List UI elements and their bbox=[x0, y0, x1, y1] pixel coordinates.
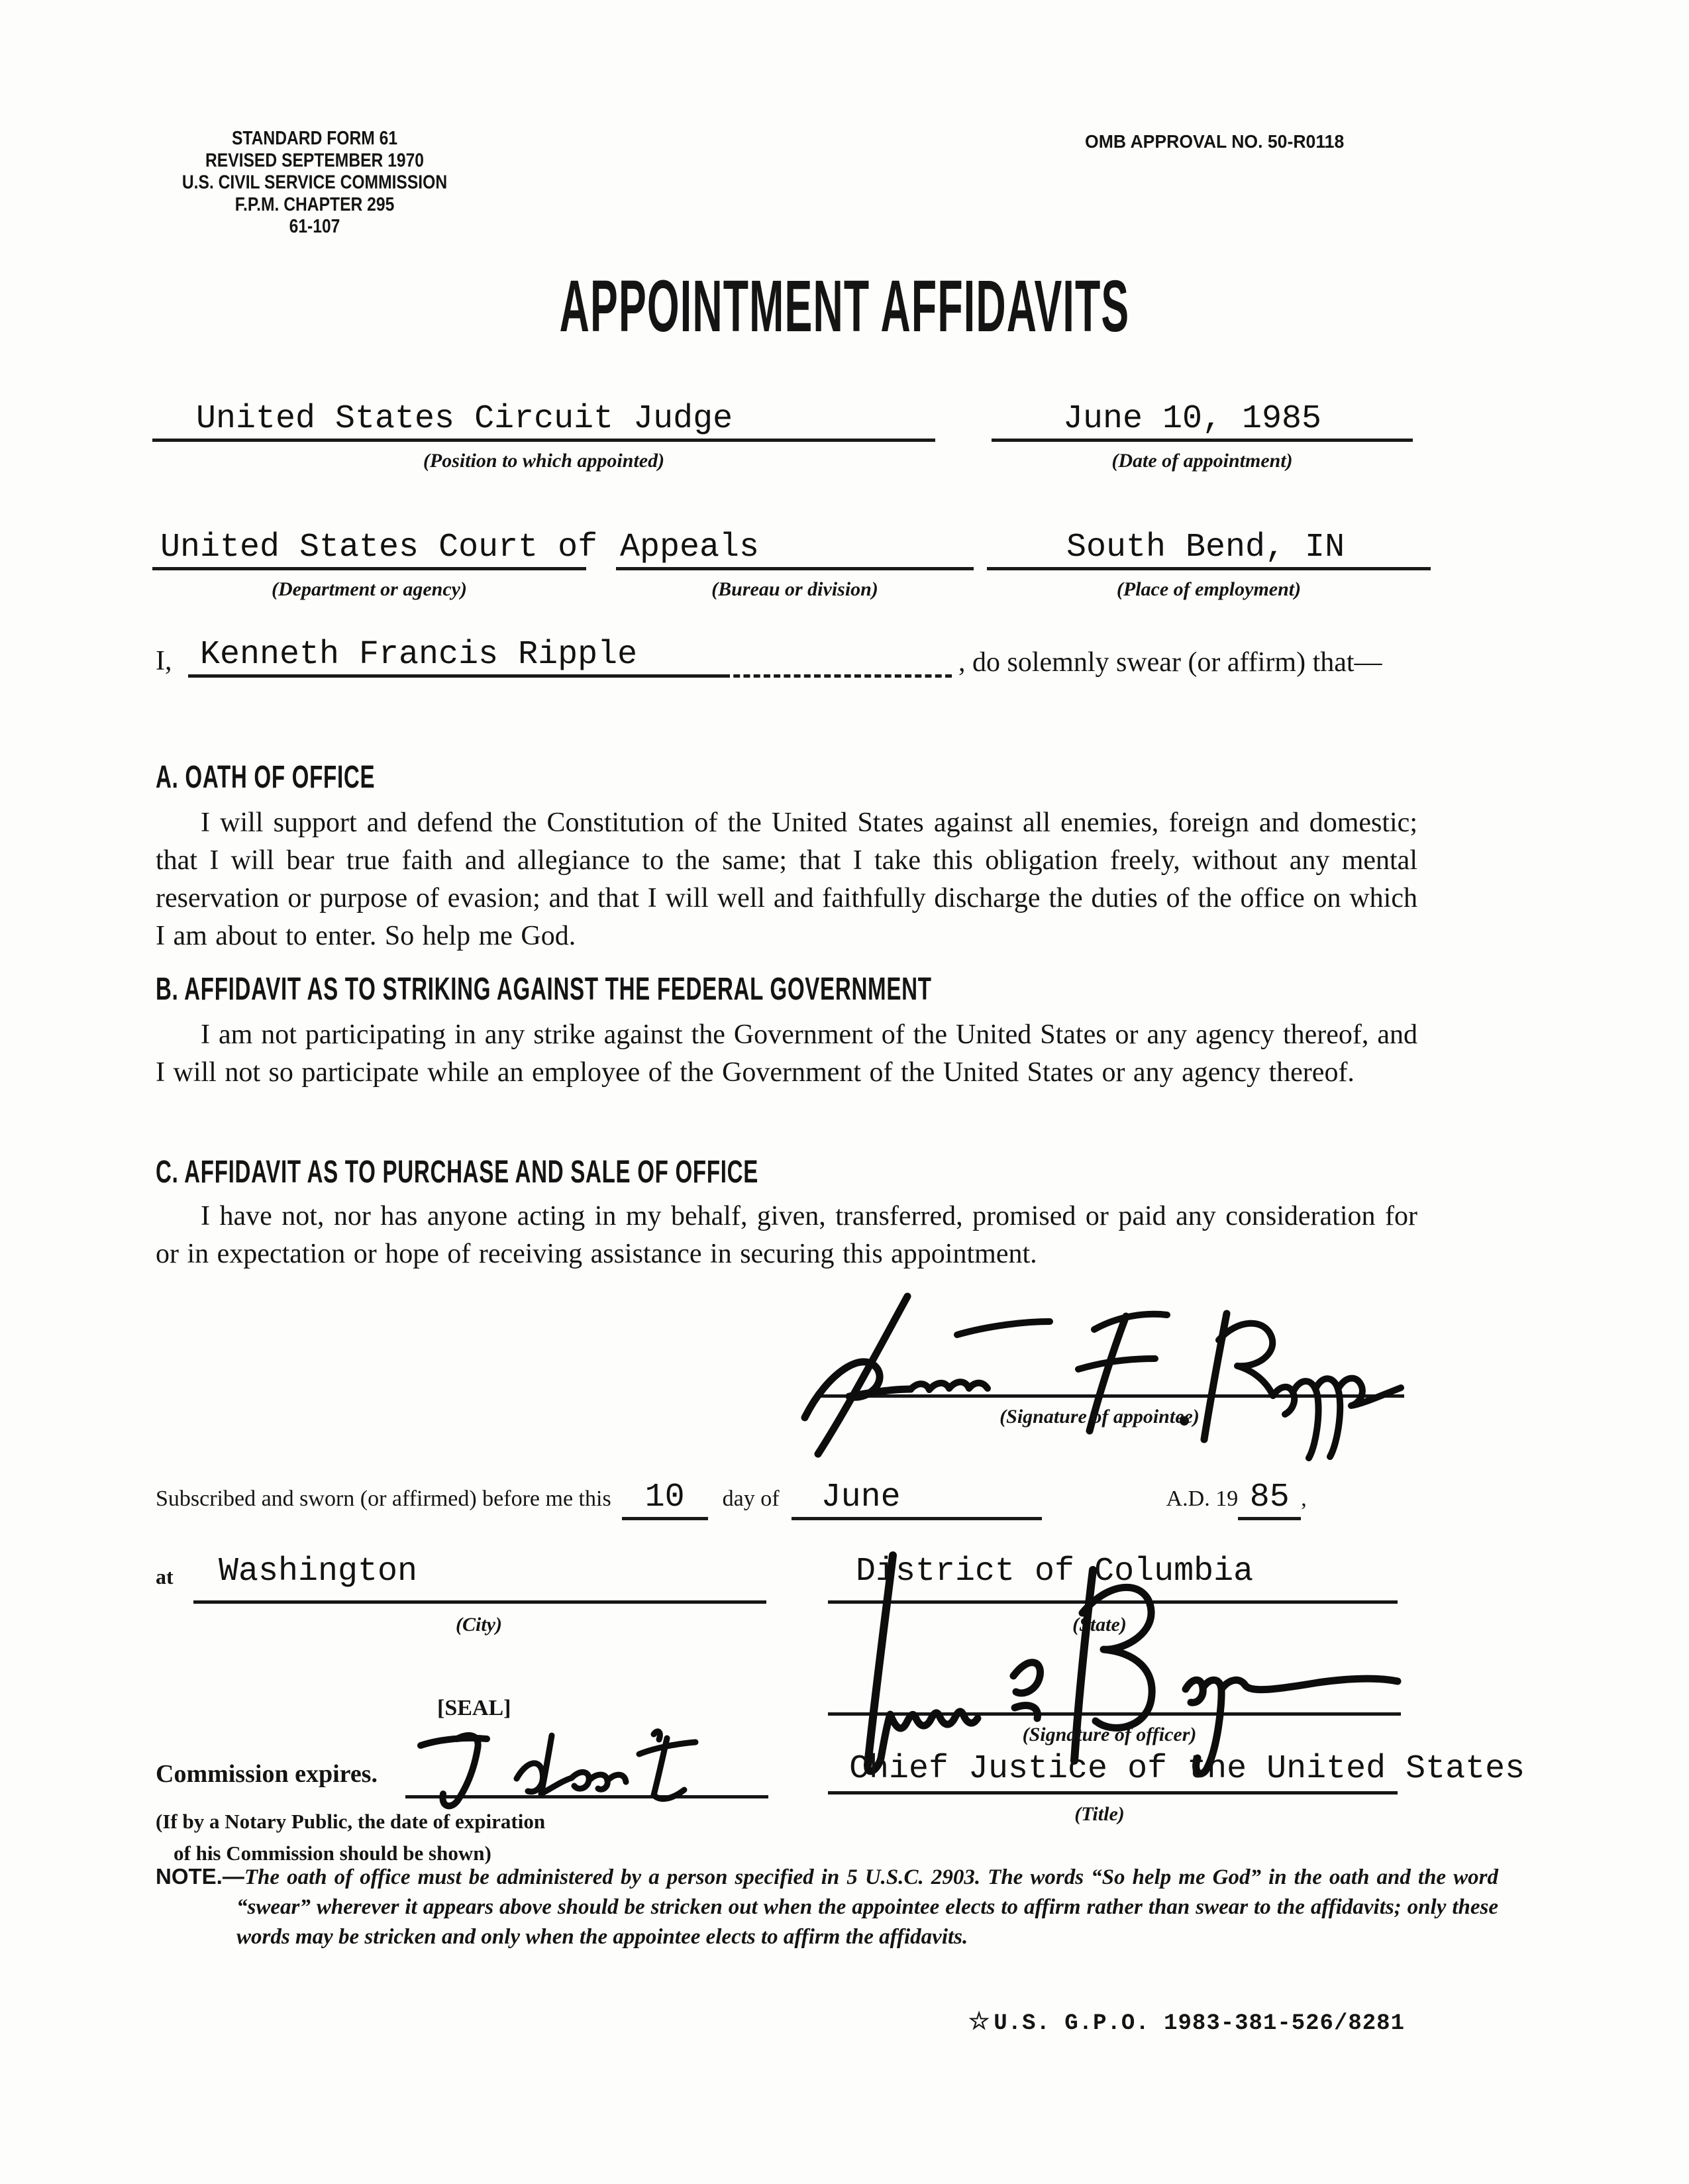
bureau-field bbox=[616, 525, 974, 601]
sworn-month-value: June bbox=[821, 1479, 901, 1516]
footer-note bbox=[156, 1861, 1498, 1952]
bureau-fill-line bbox=[616, 525, 974, 570]
oath-intro-suffix: , do solemnly swear (or affirm) that— bbox=[958, 647, 1382, 678]
form-id-line: U.S. CIVIL SERVICE COMMISSION bbox=[181, 171, 448, 193]
form-id-block bbox=[169, 127, 460, 237]
place-field bbox=[987, 525, 1431, 601]
at-prefix: at bbox=[156, 1565, 174, 1588]
section-b-body: I am not participating in any strike against the Government of the United States or any agency thereof, and I will not so participate while an employee of the Government of the United States or any agency thereof. bbox=[156, 1019, 1417, 1088]
gpo-imprint bbox=[968, 2007, 1405, 2036]
state-value: District of Columbia bbox=[856, 1553, 1254, 1590]
section-b-heading: B. AFFIDAVIT AS TO STRIKING AGAINST THE FEDERAL GOVERNMENT bbox=[156, 972, 932, 1007]
state-label: (State) bbox=[1072, 1614, 1127, 1636]
form-title: APPOINTMENT AFFIDAVITS bbox=[559, 265, 1130, 347]
date-value: June 10, 1985 bbox=[1063, 400, 1322, 438]
officer-title-label: (Title) bbox=[1074, 1803, 1125, 1825]
commission-notary-note-1: (If by a Notary Public, the date of expiration bbox=[156, 1810, 546, 1833]
sworn-text3: A.D. 19 bbox=[1166, 1486, 1239, 1511]
footer-note-body: The oath of office must be administered by a person specified in 5 U.S.C. 2903. The words “So help me God” in the oath and the word “swear” wherever it appears above should be stricken out when the appointee elects to affirm rather than swear to the affidavits; only these words may be stricken and only when the appointee elects to affirm the affidavits. bbox=[236, 1865, 1498, 1949]
city-value: Washington bbox=[219, 1553, 418, 1590]
sworn-day-fill bbox=[622, 1479, 708, 1520]
officer-title-line bbox=[828, 1791, 1398, 1794]
commission-notary-note-2: of his Commission should be shown) bbox=[174, 1842, 491, 1865]
sworn-month-fill bbox=[792, 1479, 1042, 1520]
place-fill-line bbox=[987, 525, 1431, 570]
department-fill-line bbox=[152, 525, 598, 570]
place-value: South Bend, IN bbox=[1066, 529, 1345, 566]
city-line bbox=[193, 1600, 766, 1604]
appointee-name-fill-line bbox=[188, 632, 723, 678]
sworn-text4: , bbox=[1301, 1486, 1307, 1511]
sworn-text1: Subscribed and sworn (or affirmed) before me this bbox=[156, 1486, 611, 1511]
appointee-name-value: Kenneth Francis Ripple bbox=[200, 636, 638, 674]
department-value: United States Court of bbox=[160, 529, 598, 566]
form-id-line: REVISED SEPTEMBER 1970 bbox=[205, 149, 425, 171]
position-label: (Position to which appointed) bbox=[423, 450, 665, 472]
commission-handwriting-ink bbox=[394, 1716, 739, 1805]
footer-note-prefix: NOTE.— bbox=[156, 1864, 244, 1889]
place-label: (Place of employment) bbox=[1116, 578, 1302, 600]
sworn-day-value: 10 bbox=[644, 1479, 685, 1516]
commission-prefix: Commission expires. bbox=[156, 1760, 378, 1788]
department-field bbox=[152, 525, 598, 601]
department-label: (Department or agency) bbox=[272, 578, 467, 600]
section-a-heading: A. OATH OF OFFICE bbox=[156, 760, 376, 795]
gpo-text: U.S. G.P.O. 1983-381-526/8281 bbox=[994, 2011, 1405, 2036]
section-c-heading: C. AFFIDAVIT AS TO PURCHASE AND SALE OF OFFICE bbox=[156, 1155, 759, 1190]
section-a-body: I will support and defend the Constitution of the United States against all enemies, foreign and domestic; that I will bear true faith and allegiance to the same; that I take this obligation freely, without any mental reservation or purpose of evasion; and that I will well and faithfully discharge the duties of the office on which I am about to enter. So help me God. bbox=[156, 807, 1417, 951]
form-title-wrap bbox=[0, 264, 1689, 346]
form-id-line: STANDARD FORM 61 bbox=[231, 127, 398, 149]
officer-title-value: Chief Justice of the United States bbox=[849, 1750, 1525, 1788]
position-field bbox=[152, 396, 935, 472]
omb-approval: OMB APPROVAL NO. 50-R0118 bbox=[1085, 131, 1345, 152]
date-field bbox=[992, 396, 1413, 472]
bureau-label: (Bureau or division) bbox=[711, 578, 878, 600]
sworn-text2: day of bbox=[722, 1486, 780, 1511]
date-fill-line bbox=[992, 396, 1413, 442]
oath-intro-prefix: I, bbox=[156, 646, 172, 676]
star-icon: ☆ bbox=[968, 2008, 990, 2034]
appointee-signature-ink bbox=[755, 1288, 1417, 1461]
seal-marker: [SEAL] bbox=[437, 1696, 511, 1720]
position-fill-line bbox=[152, 396, 935, 442]
bureau-value: Appeals bbox=[620, 529, 760, 566]
date-label: (Date of appointment) bbox=[1111, 450, 1293, 472]
position-value: United States Circuit Judge bbox=[196, 400, 733, 438]
form-id-line: 61-107 bbox=[289, 215, 340, 237]
form-id-line: F.P.M. CHAPTER 295 bbox=[234, 193, 395, 215]
city-label: (City) bbox=[456, 1614, 502, 1636]
appointee-name-fill-dashes bbox=[723, 632, 952, 678]
sworn-year-value: 85 bbox=[1249, 1479, 1290, 1516]
sworn-row bbox=[156, 1479, 1307, 1520]
officer-signature-label: (Signature of officer) bbox=[1022, 1724, 1197, 1745]
section-c-body: I have not, nor has anyone acting in my behalf, given, transferred, promised or paid any consideration for or in expectation or hope of receiving assistance in securing this appointment. bbox=[156, 1201, 1417, 1269]
appointee-signature-label: (Signature of appointee) bbox=[999, 1406, 1200, 1428]
sworn-year-fill bbox=[1238, 1479, 1301, 1520]
